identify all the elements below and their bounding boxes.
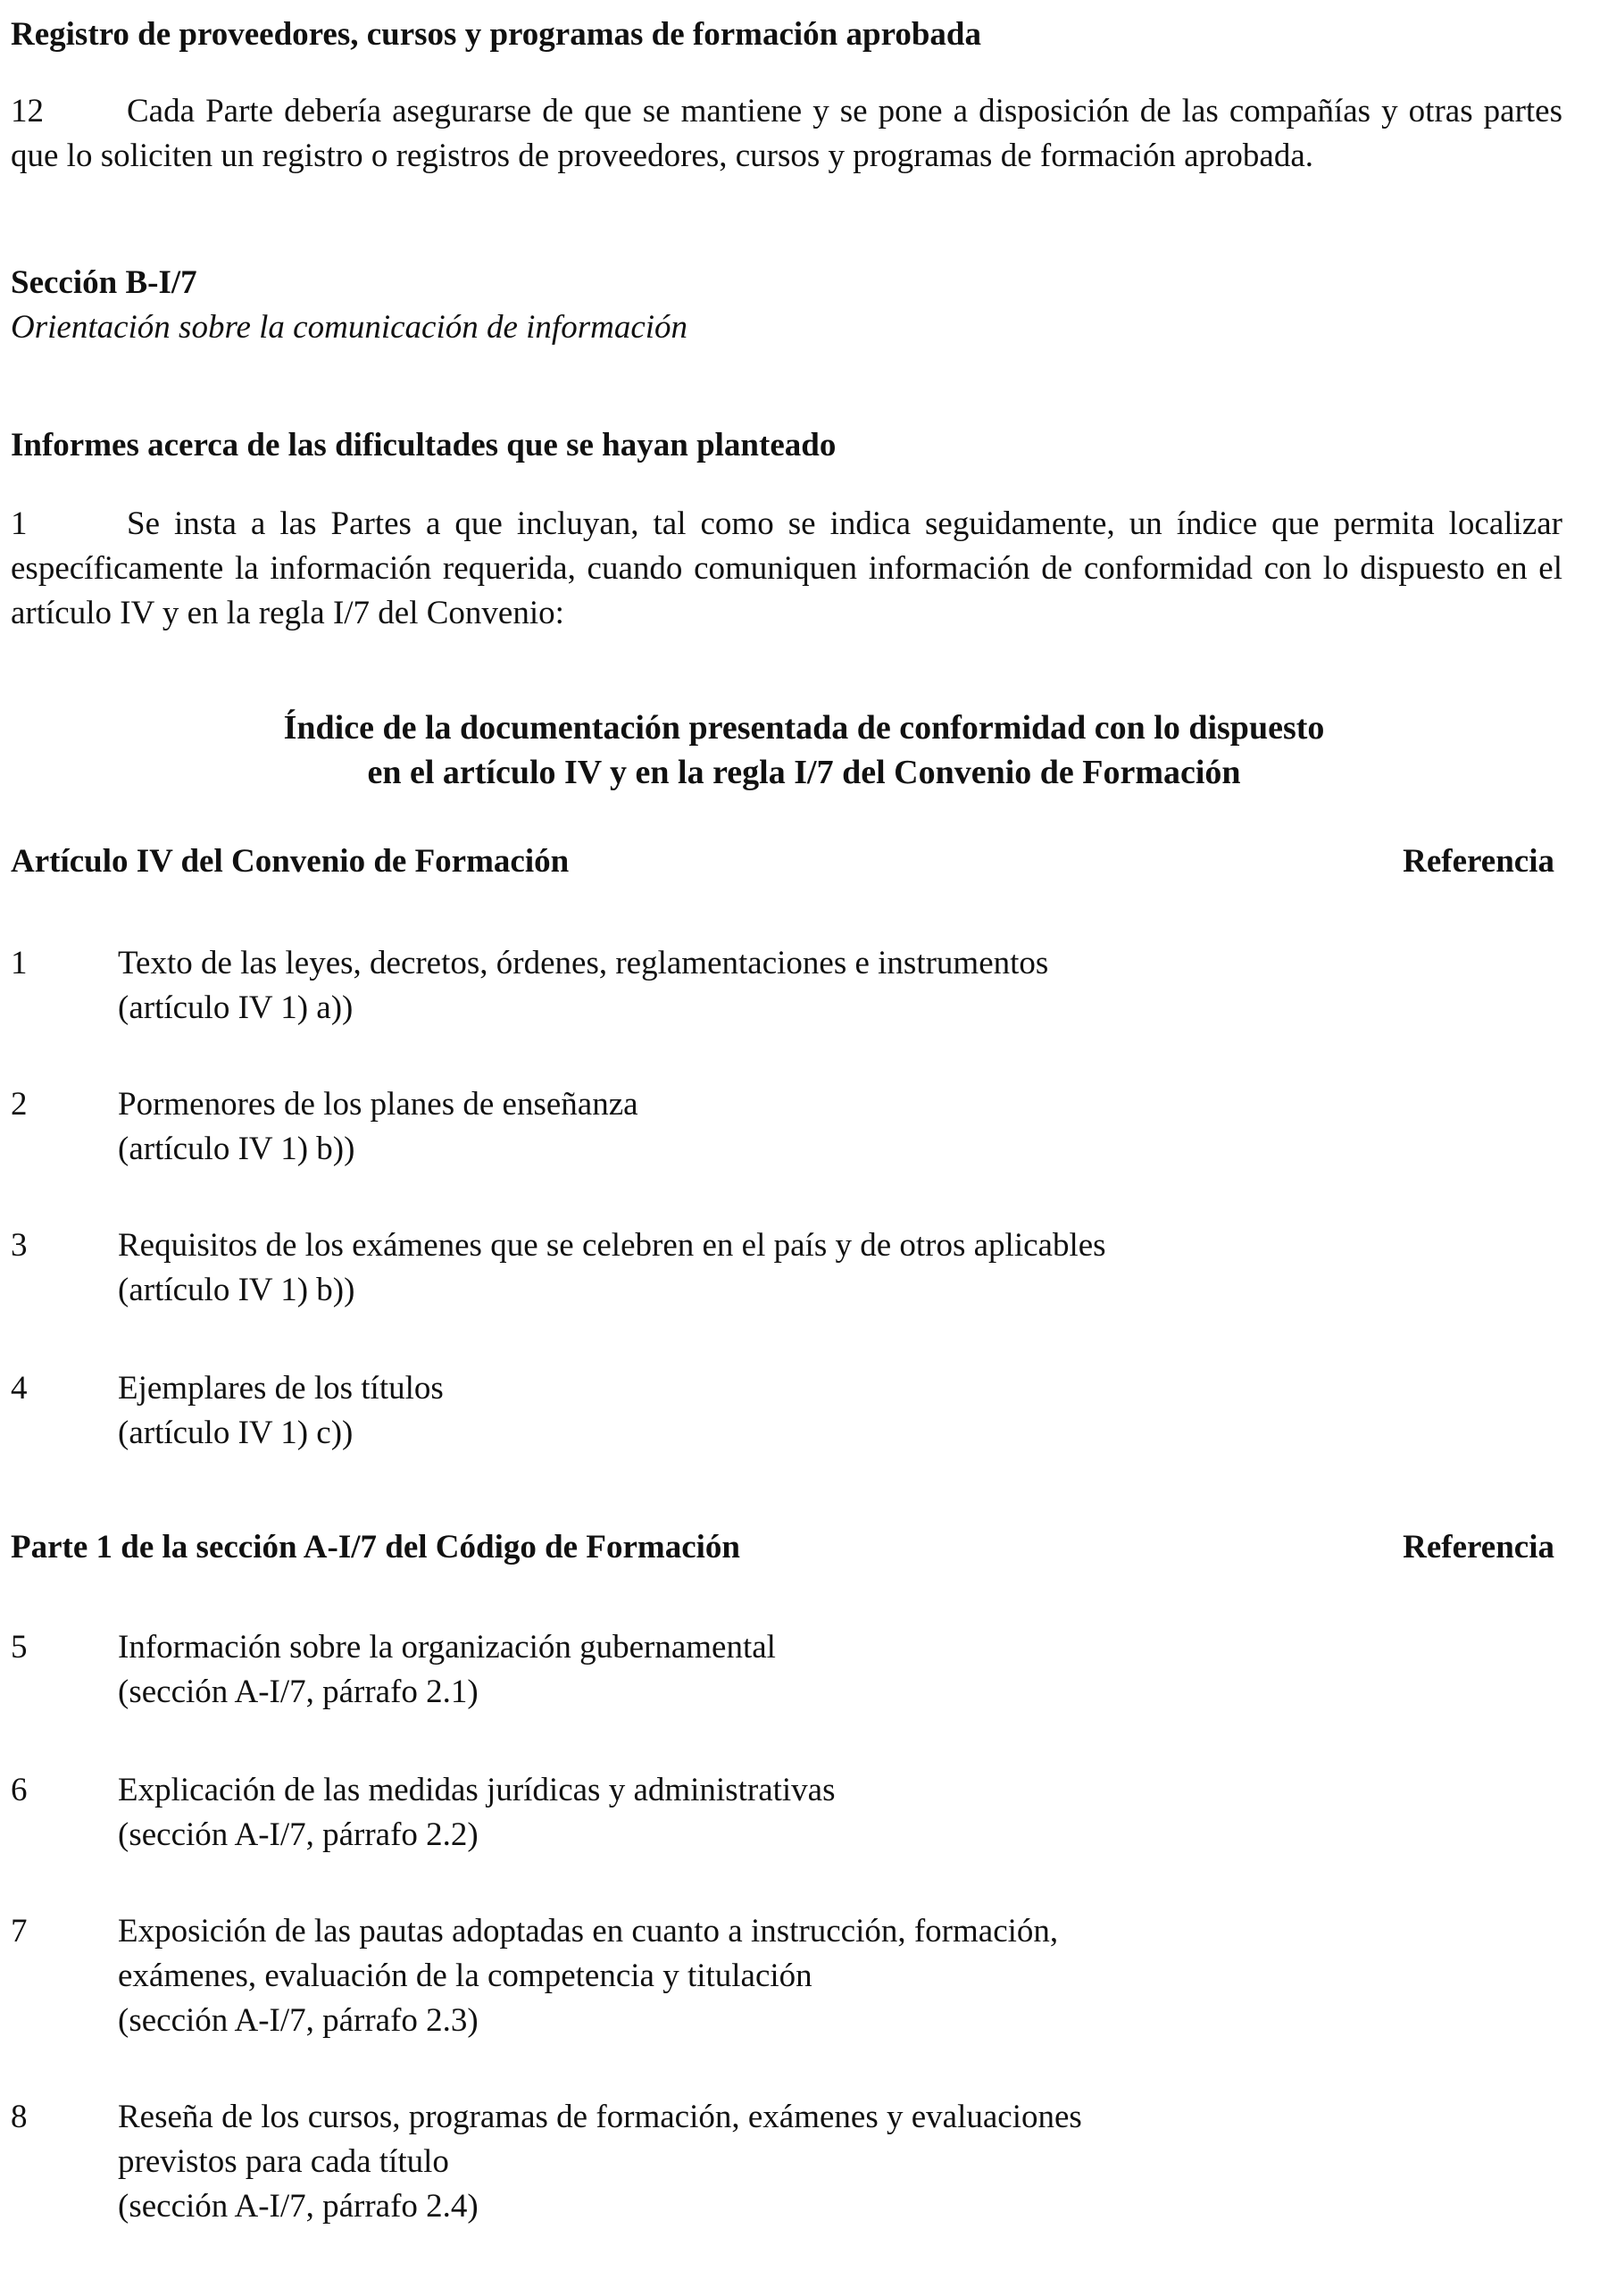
index-title — [0, 705, 1608, 795]
section-subtitle: Orientación sobre la comunicación de información — [11, 309, 688, 346]
paragraph-text: Se insta a las Partes a que incluyan, tal como se indica seguidamente, un índice que permita localizar específicamente la información requerida, cuando comuniquen información de conformidad con lo dispuesto en el artículo IV y en la regla I/7 del Convenio: — [11, 505, 1562, 631]
item-line: (artículo IV 1) b)) — [118, 1131, 355, 1167]
item-line: exámenes, evaluación de la competencia y titulación — [118, 1958, 812, 1994]
paragraph-1 — [11, 502, 1562, 636]
index-title-line-1: Índice de la documentación presentada de conformidad con lo dispuesto — [283, 709, 1325, 747]
item-line: Requisitos de los exámenes que se celebren en el país y de otros aplicables — [118, 1227, 1106, 1264]
section-title: Sección B-I/7 — [11, 264, 197, 301]
item-text — [118, 941, 1048, 1031]
paragraph-number: 1 — [11, 505, 28, 542]
item-line: (sección A-I/7, párrafo 2.1) — [118, 1674, 479, 1710]
item-text — [118, 2095, 1082, 2229]
item-text — [118, 1223, 1106, 1313]
item-number: 4 — [11, 1370, 28, 1407]
registro-heading: Registro de proveedores, cursos y programas de formación aprobada — [11, 16, 982, 53]
item-number: 5 — [11, 1629, 28, 1666]
item-text — [118, 1625, 776, 1715]
item-number: 1 — [11, 945, 28, 981]
paragraph-text: Cada Parte debería asegurarse de que se mantiene y se pone a disposición de las compañías y otras partes que lo soliciten un registro o registros de proveedores, cursos y programas de formación aprobada. — [11, 93, 1562, 174]
item-number: 2 — [11, 1086, 28, 1123]
item-text — [118, 1768, 836, 1858]
paragraph-12 — [11, 89, 1562, 179]
index-title-line-2: en el artículo IV y en la regla I/7 del Convenio de Formación — [367, 754, 1241, 791]
group-1-heading: Artículo IV del Convenio de Formación — [11, 843, 570, 880]
item-line: Información sobre la organización gubernamental — [118, 1629, 776, 1666]
item-text — [118, 1366, 444, 1456]
item-number: 3 — [11, 1227, 28, 1264]
item-number: 6 — [11, 1772, 28, 1808]
group-2-heading: Parte 1 de la sección A-I/7 del Código de Formación — [11, 1529, 740, 1565]
group-2-reference-label: Referencia — [1403, 1529, 1554, 1565]
item-line: Explicación de las medidas jurídicas y administrativas — [118, 1772, 836, 1808]
item-line: Exposición de las pautas adoptadas en cuanto a instrucción, formación, — [118, 1913, 1059, 1950]
item-line: (artículo IV 1) a)) — [118, 989, 354, 1026]
item-line: Ejemplares de los títulos — [118, 1370, 444, 1407]
item-text — [118, 1909, 1058, 2043]
group-1-reference-label: Referencia — [1403, 843, 1554, 880]
item-number: 7 — [11, 1913, 28, 1950]
item-line: (sección A-I/7, párrafo 2.4) — [118, 2188, 479, 2225]
item-text — [118, 1082, 638, 1172]
item-line: Pormenores de los planes de enseñanza — [118, 1086, 638, 1123]
item-line: (sección A-I/7, párrafo 2.3) — [118, 2002, 479, 2039]
item-line: Texto de las leyes, decretos, órdenes, reglamentaciones e instrumentos — [118, 945, 1049, 981]
item-line: Reseña de los cursos, programas de formación, exámenes y evaluaciones — [118, 2099, 1082, 2135]
paragraph-number: 12 — [11, 93, 44, 129]
item-line: previstos para cada título — [118, 2143, 449, 2180]
item-line: (artículo IV 1) c)) — [118, 1415, 354, 1451]
item-number: 8 — [11, 2099, 28, 2135]
item-line: (artículo IV 1) b)) — [118, 1272, 355, 1308]
informes-heading: Informes acerca de las dificultades que se hayan planteado — [11, 427, 837, 463]
item-line: (sección A-I/7, párrafo 2.2) — [118, 1816, 479, 1853]
